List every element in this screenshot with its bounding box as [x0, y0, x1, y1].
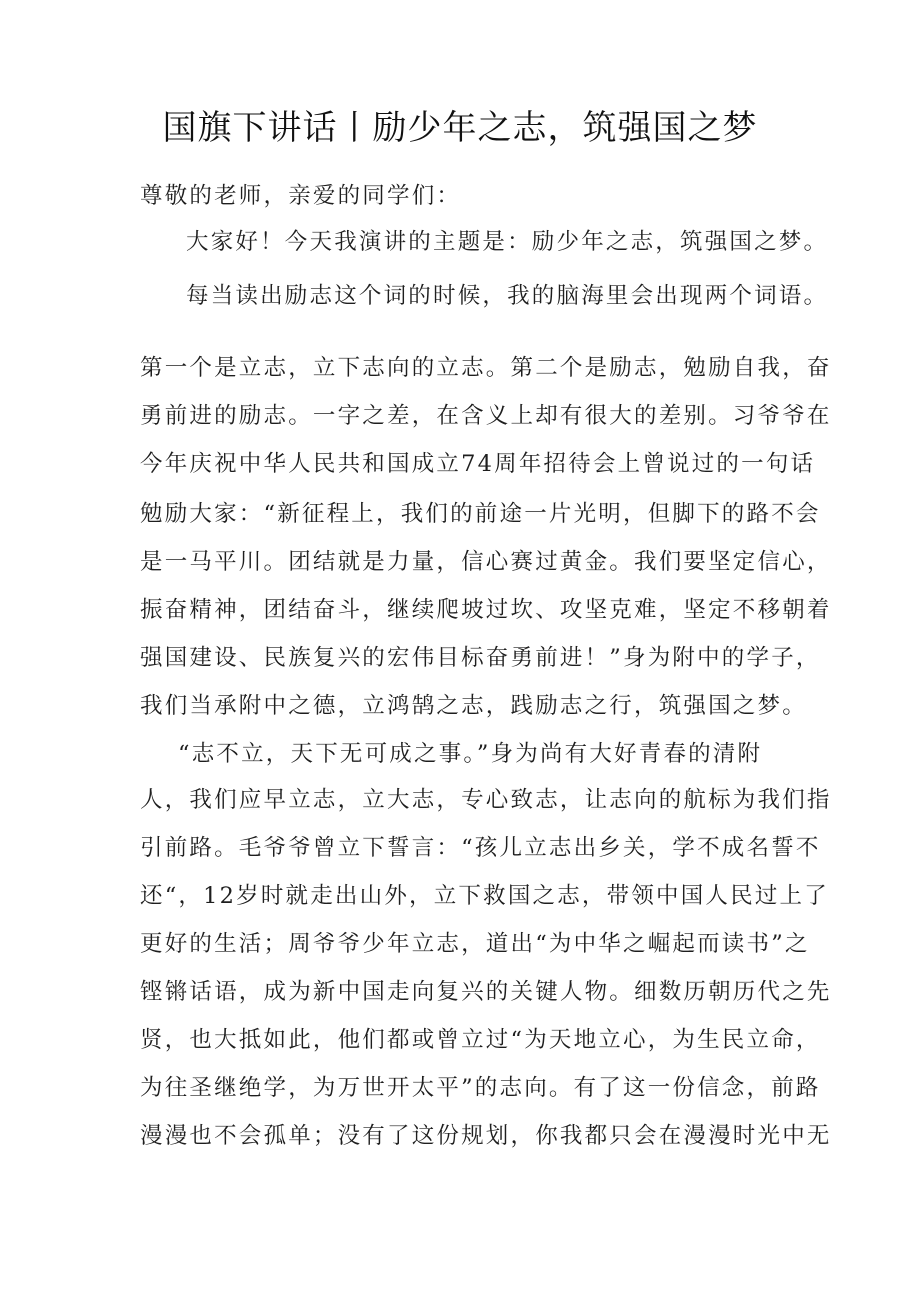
paragraph-line: 引前路。毛爷爷曾立下誓言：“孩儿立志出乡关，学不成名誓不 — [140, 835, 821, 861]
paragraph-line: 我们当承附中之德，立鸿鹄之志，践励志之行，筑强国之梦。 — [140, 693, 807, 719]
paragraph-line: 强国建设、民族复兴的宏伟目标奋勇前进！”身为附中的学子， — [140, 645, 821, 671]
page-title: 国旗下讲话丨励少年之志，筑强国之梦 — [162, 108, 758, 148]
paragraph-line: 更好的生活；周爷爷少年立志，道出“为中华之崛起而读书”之 — [140, 931, 810, 957]
paragraph-line: 勉励大家：“新征程上，我们的前途一片光明，但脚下的路不会 — [140, 501, 821, 527]
paragraph-line: 铿锵话语，成为新中国走向复兴的关键人物。细数历朝历代之先 — [140, 979, 832, 1005]
paragraph-line: 今年庆祝中华人民共和国成立74周年招待会上曾说过的一句话 — [140, 451, 816, 477]
paragraph-line: 大家好！今天我演讲的主题是：励少年之志，筑强国之梦。 — [186, 229, 829, 255]
paragraph-line: 漫漫也不会孤单；没有了这份规划，你我都只会在漫漫时光中无 — [140, 1123, 832, 1149]
paragraph-line: “志不立，天下无可成之事。”身为尚有大好青春的清附 — [178, 741, 763, 767]
paragraph-line: 每当读出励志这个词的时候，我的脑海里会出现两个词语。 — [186, 283, 829, 309]
paragraph-line: 是一马平川。团结就是力量，信心赛过黄金。我们要坚定信心， — [140, 549, 832, 575]
paragraph-line: 振奋精神，团结奋斗，继续爬坡过坎、攻坚克难，坚定不移朝着 — [140, 597, 832, 623]
paragraph-line: 为往圣继绝学，为万世开太平”的志向。有了这一份信念，前路 — [140, 1075, 821, 1101]
paragraph-line: 勇前进的励志。一字之差，在含义上却有很大的差别。习爷爷在 — [140, 403, 832, 429]
paragraph-line: 还“，12岁时就走出山外，立下救国之志，带领中国人民过上了 — [140, 883, 829, 909]
salutation: 尊敬的老师，亲爱的同学们： — [140, 183, 462, 209]
paragraph-line: 人，我们应早立志，立大志，专心致志，让志向的航标为我们指 — [140, 787, 832, 813]
paragraph-line: 贤，也大抵如此，他们都或曾立过“为天地立心，为生民立命， — [140, 1027, 821, 1053]
paragraph-line: 第一个是立志，立下志向的立志。第二个是励志，勉励自我，奋 — [140, 355, 832, 381]
